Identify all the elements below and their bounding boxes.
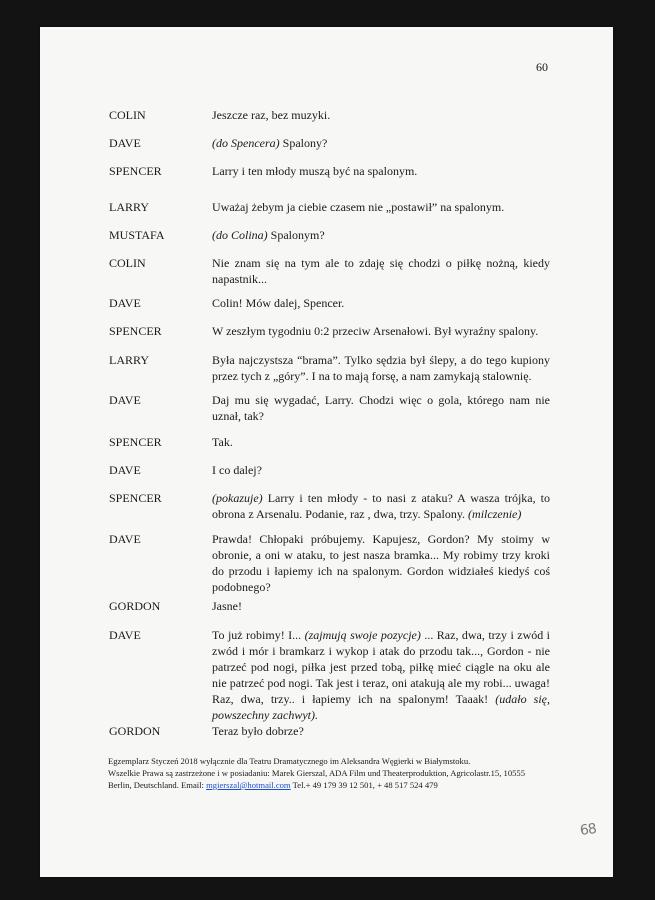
speaker-name: DAVE <box>109 136 141 150</box>
dialogue-text: Jeszcze raz, bez muzyki. <box>212 108 331 122</box>
speaker-name: SPENCER <box>109 435 162 449</box>
dialogue-line <box>212 135 550 151</box>
dialogue-text: Tak. <box>212 435 233 449</box>
speaker-name: SPENCER <box>109 324 162 338</box>
speaker-name: COLIN <box>109 108 146 122</box>
dialogue-text: Jasne! <box>212 599 242 613</box>
speaker-name: SPENCER <box>109 164 162 178</box>
dialogue-line <box>212 352 550 384</box>
dialogue-line <box>212 199 550 215</box>
dialogue-line <box>212 627 550 723</box>
speaker-name: DAVE <box>109 532 141 546</box>
dialogue-text: Prawda! Chłopaki próbujemy. Kapujesz, Gordon? My stoimy w obronie, a oni w ataku, to jest nasza bramka... My robimy trzy kroki do przodu i łapiemy ich na spalonym. Gordon widziałeś kiedyś coś podobnego? <box>212 532 550 594</box>
dialogue-line <box>212 531 550 595</box>
dialogue-text: Colin! Mów dalej, Spencer. <box>212 296 345 310</box>
dialogue-text: Spalonym? <box>267 228 325 242</box>
dialogue-text: Była najczystsza “brama”. Tylko sędzia był ślepy, a do tego kupiony przez tych z „góry”. I na to mają forsę, a nam zamykają stalownię. <box>212 353 550 383</box>
dialogue-text: ... Raz, dwa, trzy i zwód i zwód i mór i bramkarz i wykop i atak do przodu tak..., Gordon - nie patrzeć pod nogi, piłka jest przed tobą, piłkę mieć ciągle na oku ale nie patrzeć pod nogi. Tak jest i teraz, oni atakują ale my robi... uwaga! Raz, dwa, trzy.. i łapiemy ich na spalonym! Taaak! <box>212 628 551 706</box>
footer-line-3-prefix: Berlin, Deutschland. Email: <box>108 780 207 790</box>
dialogue-text: To już robimy! I... <box>212 628 305 642</box>
dialogue-line <box>212 255 550 287</box>
stage-direction: (zajmują swoje pozycje) <box>304 628 421 642</box>
speaker-name: DAVE <box>109 628 141 642</box>
dialogue-line <box>212 107 550 123</box>
speaker-name: LARRY <box>109 353 150 367</box>
dialogue-line <box>212 295 550 311</box>
speaker-name: DAVE <box>109 393 141 407</box>
footer-line-2: Wszelkie Prawa są zastrzeżone i w posiadaniu: Marek Gierszal, ADA Film und Theaterproduktion, Agricolastr.15, 10555 <box>108 768 526 778</box>
dialogue-text: Nie znam się na tym ale to zdaję się chodzi o piłkę nożną, kiedy napastnik... <box>212 256 550 286</box>
stage-direction: (udało się, powszechny zachwyt). <box>212 692 550 722</box>
speaker-name: GORDON <box>109 724 161 738</box>
dialogue-line <box>212 392 550 424</box>
dialogue-line <box>212 434 550 450</box>
page-number: 60 <box>536 60 548 74</box>
dialogue-text: Spalony? <box>279 136 328 150</box>
footer-line-3 <box>108 779 558 791</box>
speaker-name: MUSTAFA <box>109 228 165 242</box>
stage-direction: (pokazuje) <box>212 491 263 505</box>
stage-direction: (do Colina) <box>212 228 268 242</box>
speaker-name: DAVE <box>109 296 141 310</box>
speaker-name: SPENCER <box>109 491 162 505</box>
speaker-name: COLIN <box>109 256 146 270</box>
stage-direction: (milczenie) <box>468 507 522 521</box>
dialogue-line <box>212 462 550 478</box>
dialogue-line <box>212 598 550 614</box>
dialogue-text: I co dalej? <box>212 463 262 477</box>
dialogue-text: Uważaj żebym ja ciebie czasem nie „postawił” na spalonym. <box>212 200 505 214</box>
dialogue-text: W zeszłym tygodniu 0:2 przeciw Arsenałowi. Był wyraźny spalony. <box>212 324 539 338</box>
dialogue-text: Daj mu się wygadać, Larry. Chodzi więc o gola, którego nam nie uznał, tak? <box>212 393 550 423</box>
speaker-name: GORDON <box>109 599 161 613</box>
dialogue-line <box>212 227 550 243</box>
footer-line-1: Egzemplarz Styczeń 2018 wyłącznie dla Teatru Dramatycznego im Aleksandra Węgierki w Białymstoku. <box>108 756 471 766</box>
dialogue-line <box>212 163 550 179</box>
dialogue-text: Larry i ten młody - to nasi z ataku? A wasza trójka, to obrona z Arsenalu. Podanie, raz , dwa, trzy. Spalony. <box>212 491 550 521</box>
dialogue-text: Larry i ten młody muszą być na spalonym. <box>212 164 418 178</box>
paper-sheet <box>40 27 613 877</box>
dialogue-line <box>212 323 550 339</box>
dialogue-text: Teraz było dobrze? <box>212 724 304 738</box>
copyright-footer <box>108 755 558 791</box>
footer-email-link[interactable]: mgierszal@hotmail.com <box>206 780 291 790</box>
handwritten-page-number: 68 <box>578 820 597 840</box>
footer-line-3-suffix: Tel.+ 49 179 39 12 501, + 48 517 524 479 <box>290 780 438 790</box>
speaker-name: LARRY <box>109 200 150 214</box>
dialogue-line <box>212 723 550 739</box>
stage-direction: (do Spencera) <box>212 136 280 150</box>
speaker-name: DAVE <box>109 463 141 477</box>
dialogue-line <box>212 490 550 522</box>
